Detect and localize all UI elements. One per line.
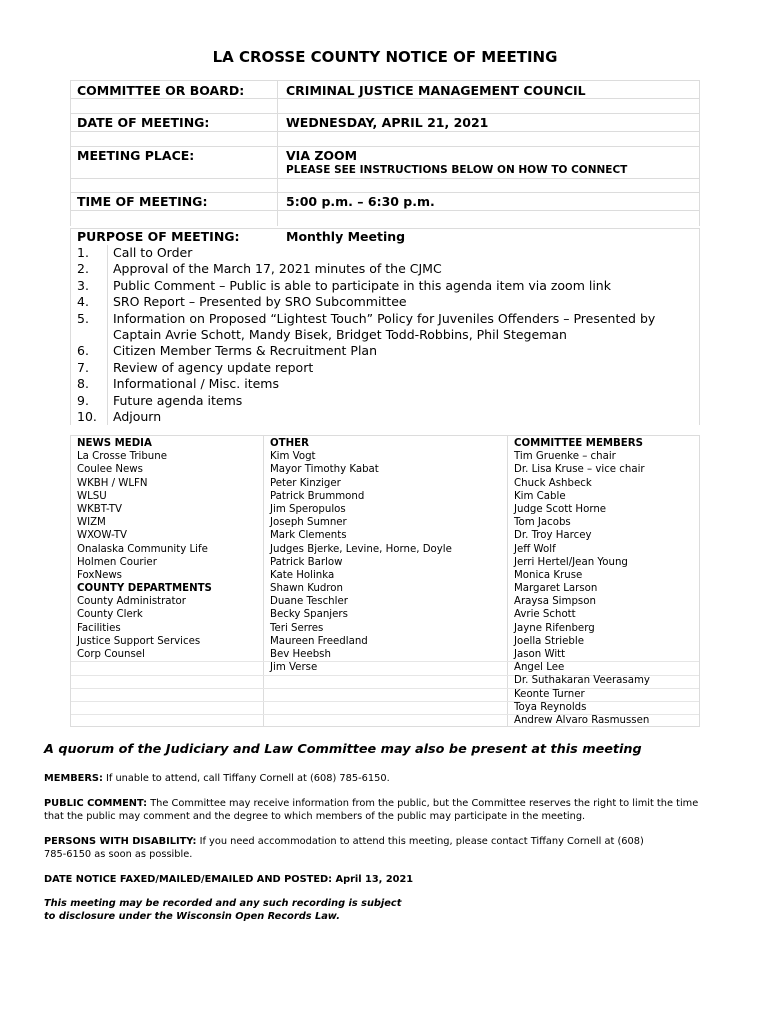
recording-line-1: This meeting may be recorded and any such recording is subject xyxy=(44,898,402,909)
list-item: County Clerk xyxy=(77,609,143,621)
list-item: Kate Holinka xyxy=(270,569,335,581)
date-row xyxy=(70,113,700,131)
list-item: Margaret Larson xyxy=(514,583,598,595)
notice-date-value: April 13, 2021 xyxy=(335,874,414,885)
list-item: Monica Kruse xyxy=(514,569,583,581)
list-item: Mark Clements xyxy=(270,530,347,542)
list-item: WLSU xyxy=(77,490,107,502)
list-item: Tim Gruenke – chair xyxy=(514,451,616,463)
place-label: MEETING PLACE: xyxy=(77,148,195,163)
list-item: Jayne Rifenberg xyxy=(514,622,595,634)
list-item: Jason Witt xyxy=(514,649,566,660)
list-item: Keonte Turner xyxy=(514,688,585,700)
agenda-item: 4. SRO Report – Presented by SRO Subcommittee xyxy=(77,294,407,310)
time-value: 5:00 p.m. – 6:30 p.m. xyxy=(286,194,435,209)
list-item: Teri Serres xyxy=(270,622,324,634)
list-item: Mayor Timothy Kabat xyxy=(270,464,379,476)
list-item: Kim Vogt xyxy=(270,451,316,463)
other-column xyxy=(270,437,452,674)
place-value xyxy=(286,148,627,176)
list-item: FoxNews xyxy=(77,569,122,581)
list-item: WIZM xyxy=(77,517,106,529)
committee-label: COMMITTEE OR BOARD: xyxy=(77,83,245,98)
news-media-column xyxy=(77,437,212,661)
agenda-item: 5. Information on Proposed “Lightest Touch” Policy for Juveniles Offenders – Presented by Captain Avrie Schott, Mandy Bisek, Bridget Todd-Robbins, Phil Stegeman xyxy=(77,310,656,342)
list-item: Coulee News xyxy=(77,464,143,476)
committee-members-header: COMMITTEE MEMBERS xyxy=(514,438,643,449)
list-item: Holmen Courier xyxy=(77,556,157,568)
list-item: Jeff Wolf xyxy=(514,543,556,555)
list-item: Judge Scott Horne xyxy=(514,503,607,515)
agenda-item: 9. Future agenda items xyxy=(77,392,243,408)
committee-members-column xyxy=(514,437,650,727)
agenda-item: 10. Adjourn xyxy=(77,408,162,424)
quorum-notice: A quorum of the Judiciary and Law Committee may also be present at this meeting xyxy=(44,742,642,757)
agenda-item: 7. Review of agency update report xyxy=(77,359,314,375)
list-item: Tom Jacobs xyxy=(514,517,571,529)
place-main: VIA ZOOM xyxy=(286,148,358,163)
purpose-value: Monthly Meeting xyxy=(286,229,406,244)
meeting-details-table xyxy=(70,80,700,226)
list-item: Duane Teschler xyxy=(270,596,348,608)
agenda-item: 2. Approval of the March 17, 2021 minutes of the CJMC xyxy=(77,261,442,277)
disability-label: PERSONS WITH DISABILITY: xyxy=(44,836,197,847)
recording-notice xyxy=(44,897,714,923)
list-item: Angel Lee xyxy=(514,662,565,674)
list-item: Kim Cable xyxy=(514,490,566,502)
purpose-label: PURPOSE OF MEETING: xyxy=(77,229,240,244)
list-item: Judges Bjerke, Levine, Horne, Doyle xyxy=(270,543,452,555)
agenda-list xyxy=(70,228,700,425)
list-item: Onalaska Community Life xyxy=(77,543,208,555)
disability-text: If you need accommodation to attend this meeting, please contact Tiffany Cornell at (608) 785-6150 as soon as possible. xyxy=(44,836,644,860)
list-item: WXOW-TV xyxy=(77,530,128,542)
other-header: OTHER xyxy=(270,438,309,449)
list-item: Andrew Alvaro Rasmussen xyxy=(514,714,650,726)
place-instructions: PLEASE SEE INSTRUCTIONS BELOW ON HOW TO CONNECT xyxy=(286,164,628,176)
disability-paragraph xyxy=(44,835,664,861)
list-item: Joseph Sumner xyxy=(270,517,347,529)
list-item: Jim Speropulos xyxy=(270,503,346,515)
list-item: Dr. Suthakaran Veerasamy xyxy=(514,675,650,687)
list-item: Jerri Hertel/Jean Young xyxy=(514,556,628,568)
committee-value: CRIMINAL JUSTICE MANAGEMENT COUNCIL xyxy=(286,83,586,98)
notice-date-label: DATE NOTICE FAXED/MAILED/EMAILED AND POSTED: xyxy=(44,874,333,885)
list-item: Dr. Lisa Kruse – vice chair xyxy=(514,464,645,476)
public-comment-paragraph xyxy=(44,797,714,823)
recording-line-2: to disclosure under the Wisconsin Open Records Law. xyxy=(44,911,340,922)
list-item: Facilities xyxy=(77,622,121,634)
list-item: La Crosse Tribune xyxy=(77,451,167,463)
list-item: Bev Heebsh xyxy=(270,649,331,660)
list-item: Shawn Kudron xyxy=(270,583,343,595)
list-item: Joella Strieble xyxy=(514,635,584,647)
list-item: Peter Kinziger xyxy=(270,477,341,489)
date-value: WEDNESDAY, APRIL 21, 2021 xyxy=(286,115,489,130)
date-label: DATE OF MEETING: xyxy=(77,115,210,130)
members-text: If unable to attend, call Tiffany Cornell at (608) 785-6150. xyxy=(106,773,390,784)
page-title: LA CROSSE COUNTY NOTICE OF MEETING xyxy=(212,48,558,66)
purpose-row xyxy=(71,228,699,245)
agenda-item: 3. Public Comment – Public is able to participate in this agenda item via zoom link xyxy=(77,277,611,293)
place-row xyxy=(70,146,700,178)
list-item: County Administrator xyxy=(77,596,186,608)
list-item: Avrie Schott xyxy=(514,609,576,621)
list-item: Corp Counsel xyxy=(77,649,145,660)
list-item: Patrick Barlow xyxy=(270,556,343,568)
list-item: Becky Spanjers xyxy=(270,609,348,621)
agenda-item: 8. Informational / Misc. items xyxy=(77,376,279,392)
agenda-item: 6. Citizen Member Terms & Recruitment Plan xyxy=(77,343,377,359)
notice-date-paragraph xyxy=(44,873,714,886)
list-item: Araysa Simpson xyxy=(514,596,596,608)
list-item: Toya Reynolds xyxy=(514,701,587,713)
distribution-table xyxy=(70,435,700,727)
members-label: MEMBERS: xyxy=(44,773,103,784)
list-item: Jim Verse xyxy=(270,662,318,674)
news-media-header: NEWS MEDIA xyxy=(77,438,152,449)
list-item: WKBT-TV xyxy=(77,503,122,515)
public-comment-text: The Committee may receive information from the public, but the Committee reserves the right to limit the time that the public may comment and the degree to which members of the public may participate in the meeting. xyxy=(44,798,699,822)
committee-row xyxy=(70,80,700,98)
list-item: Dr. Troy Harcey xyxy=(514,530,592,542)
time-row xyxy=(70,192,700,210)
county-departments-header: COUNTY DEPARTMENTS xyxy=(77,583,212,595)
public-comment-label: PUBLIC COMMENT: xyxy=(44,798,148,809)
list-item: Maureen Freedland xyxy=(270,635,368,647)
list-item: Patrick Brummond xyxy=(270,490,365,502)
list-item: Chuck Ashbeck xyxy=(514,477,592,489)
agenda-item: 1. Call to Order xyxy=(77,245,193,260)
list-item: Justice Support Services xyxy=(77,635,201,647)
time-label: TIME OF MEETING: xyxy=(77,194,208,209)
members-paragraph xyxy=(44,772,714,785)
list-item: WKBH / WLFN xyxy=(77,477,148,489)
